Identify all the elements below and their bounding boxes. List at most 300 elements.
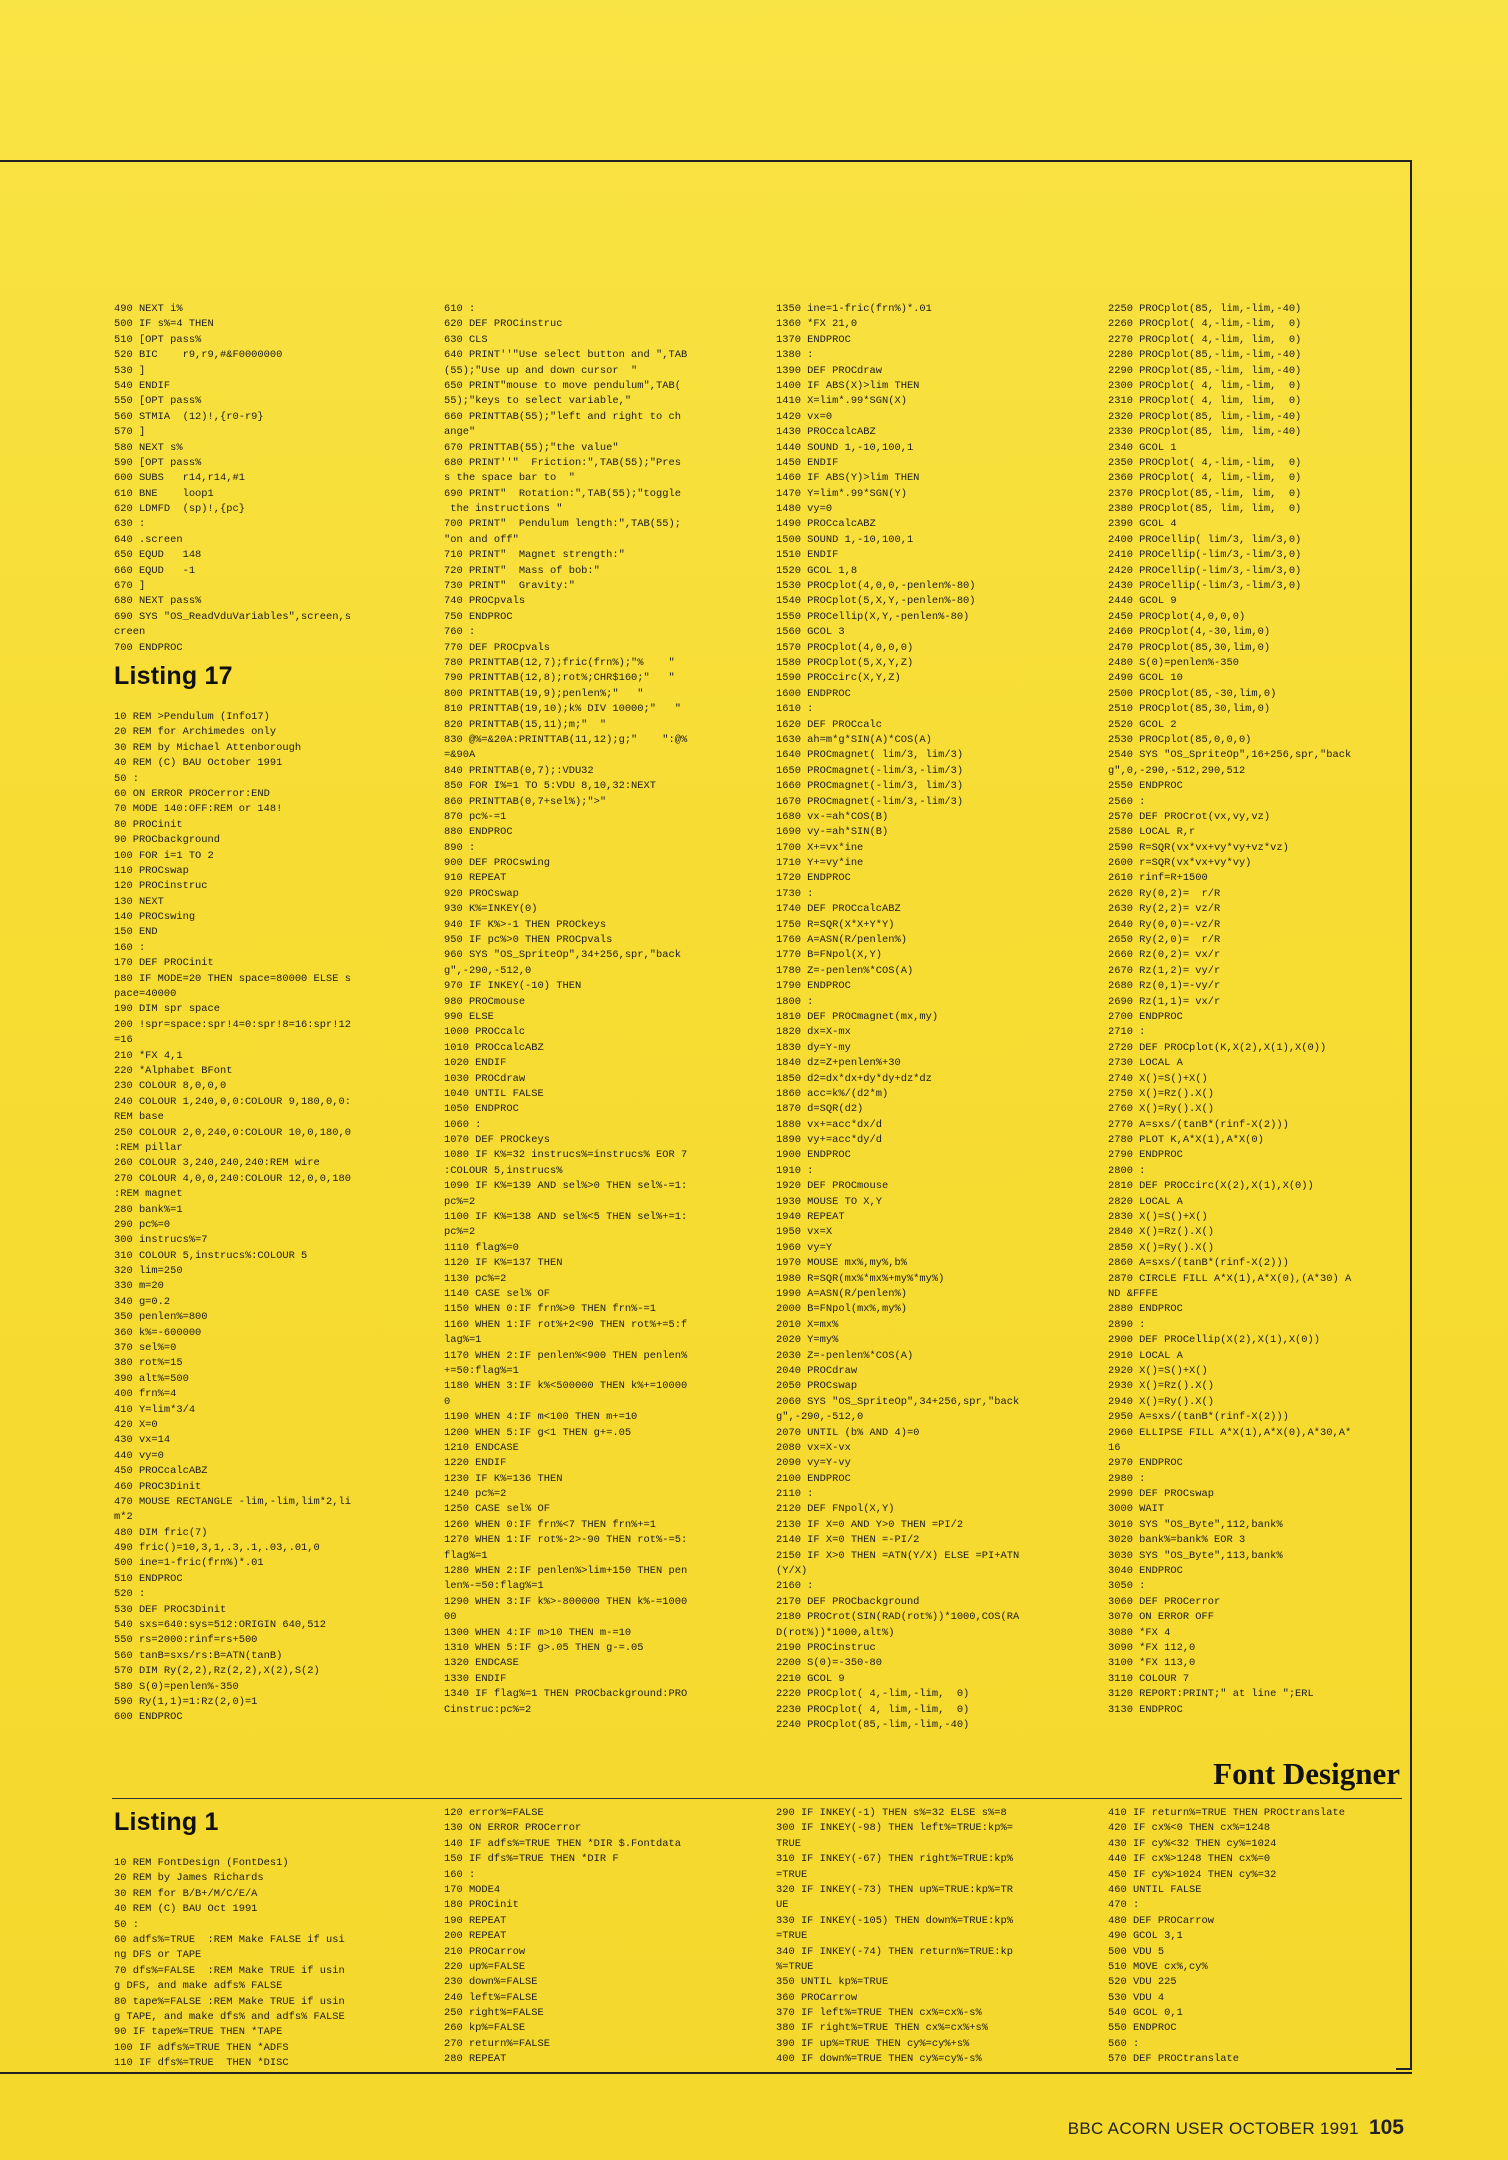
code-line: 1760 A=ASN(R/penlen%) <box>776 934 907 947</box>
code-line: 1190 WHEN 4:IF m<100 THEN m+=10 <box>444 1411 638 1424</box>
code-line: 1290 WHEN 3:IF k%>-800000 THEN k%-=1000 <box>444 1595 688 1608</box>
code-line: 530 ] <box>114 364 146 377</box>
code-line: 2770 A=sxs/(tanB*(rinf-X(2))) <box>1108 1118 1289 1131</box>
code-line: 2090 vy=Y-vy <box>776 1457 851 1470</box>
code-line: 710 PRINT" Magnet strength:" <box>444 549 625 562</box>
code-line: :REM pillar <box>114 1141 183 1154</box>
code-line: 160 : <box>444 1868 476 1881</box>
code-line: 1530 PROCplot(4,0,0,-penlen%-80) <box>776 580 976 593</box>
code-line: 780 PRINTTAB(12,7);fric(frn%);"% " <box>444 656 675 669</box>
code-line: 3130 ENDPROC <box>1108 1703 1183 1716</box>
code-line: 380 IF right%=TRUE THEN cx%=cx%+s% <box>776 2022 989 2035</box>
code-line: 1740 DEF PROCcalcABZ <box>776 903 901 916</box>
code-line: 1890 vy+=acc*dy/d <box>776 1134 883 1147</box>
code-line: 2530 PROCplot(85,0,0,0) <box>1108 733 1252 746</box>
code-line: 2840 X()=Rz().X() <box>1108 1226 1215 1239</box>
code-line: 3020 bank%=bank% EOR 3 <box>1108 1534 1246 1547</box>
code-line: 2430 PROCellip(-lim/3,-lim/3,0) <box>1108 580 1302 593</box>
code-line: 00 <box>444 1611 457 1624</box>
listing1-column-3 <box>776 1806 1076 2068</box>
code-line: 50 : <box>114 1918 139 1931</box>
code-line: 420 X=0 <box>114 1418 158 1431</box>
code-line: 1500 SOUND 1,-10,100,1 <box>776 533 914 546</box>
code-line: 2270 PROCplot( 4,-lim, lim, 0) <box>1108 333 1302 346</box>
top-rule <box>0 160 1412 162</box>
code-line: 790 PRINTTAB(12,8);rot%;CHR$160;" " <box>444 672 675 685</box>
code-line: 510 [OPT pass% <box>114 333 202 346</box>
code-line: 620 DEF PROCinstruc <box>444 318 563 331</box>
code-line: 1630 ah=m*g*SIN(A)*COS(A) <box>776 733 932 746</box>
code-line: 2210 GCOL 9 <box>776 1672 845 1685</box>
code-line: 1080 IF K%=32 instrucs%=instrucs% EOR 7 <box>444 1149 688 1162</box>
code-line: 430 vx=14 <box>114 1434 171 1447</box>
code-line: 1070 DEF PROCkeys <box>444 1134 551 1147</box>
code-line: 2850 X()=Ry().X() <box>1108 1241 1215 1254</box>
code-line: 170 DEF PROCinit <box>114 957 214 970</box>
code-line: 1480 vy=0 <box>776 503 833 516</box>
code-line: 350 UNTIL kp%=TRUE <box>776 1976 889 1989</box>
code-line: 80 PROCinit <box>114 818 183 831</box>
code-line: 2870 CIRCLE FILL A*X(1),A*X(0),(A*30) A <box>1108 1272 1352 1285</box>
code-line: 1210 ENDCASE <box>444 1441 519 1454</box>
code-line: 40 REM (C) BAU October 1991 <box>114 757 283 770</box>
code-line: 140 PROCswing <box>114 911 196 924</box>
code-line: 340 IF INKEY(-74) THEN return%=TRUE:kp <box>776 1945 1013 1958</box>
code-line: 2670 Rz(1,2)= vy/r <box>1108 964 1221 977</box>
code-line: 320 IF INKEY(-73) THEN up%=TRUE:kp%=TR <box>776 1883 1013 1896</box>
listing17-column-2 <box>444 302 744 1718</box>
code-line: m*2 <box>114 1511 133 1524</box>
code-line: 1150 WHEN 0:IF frn%>0 THEN frn%-=1 <box>444 1303 657 1316</box>
code-line: 2170 DEF PROCbackground <box>776 1595 920 1608</box>
code-line: 2070 UNTIL (b% AND 4)=0 <box>776 1426 920 1439</box>
code-line: g TAPE, and make dfs% and adfs% FALSE <box>114 2010 345 2023</box>
code-line: 2240 PROCplot(85,-lim,-lim,-40) <box>776 1718 970 1731</box>
code-line: 630 : <box>114 518 146 531</box>
code-line: 490 fric()=10,3,1,.3,.1,.03,.01,0 <box>114 1542 320 1555</box>
code-line: 2780 PLOT K,A*X(1),A*X(0) <box>1108 1134 1264 1147</box>
code-line: 640 PRINT''"Use select button and ",TAB <box>444 349 688 362</box>
code-line: 540 ENDIF <box>114 379 171 392</box>
code-line: 660 PRINTTAB(55);"left and right to ch <box>444 410 681 423</box>
code-line: 200 !spr=space:spr!4=0:spr!8=16:spr!12 <box>114 1018 351 1031</box>
code-line: 2280 PROCplot(85,-lim,-lim,-40) <box>1108 349 1302 362</box>
code-line: 280 bank%=1 <box>114 1203 183 1216</box>
code-line: 2650 Ry(2,0)= r/R <box>1108 934 1221 947</box>
code-line: 2260 PROCplot( 4,-lim,-lim, 0) <box>1108 318 1302 331</box>
code-line: 840 PRINTTAB(0,7);:VDU32 <box>444 764 594 777</box>
code-line: 1950 vx=X <box>776 1226 833 1239</box>
code-line: 530 VDU 4 <box>1108 1991 1165 2004</box>
code-line: 590 [OPT pass% <box>114 456 202 469</box>
code-line: 2920 X()=S()+X() <box>1108 1364 1208 1377</box>
code-line: 1280 WHEN 2:IF penlen%>lim+150 THEN pen <box>444 1565 688 1578</box>
code-line: 1320 ENDCASE <box>444 1657 519 1670</box>
code-line: 2220 PROCplot( 4,-lim,-lim, 0) <box>776 1688 970 1701</box>
code-line: 510 ENDPROC <box>114 1572 183 1585</box>
code-line: 2010 X=mx% <box>776 1318 839 1331</box>
code-line: 2940 X()=Ry().X() <box>1108 1395 1215 1408</box>
code-line: 480 DIM fric(7) <box>114 1526 208 1539</box>
code-line: 230 COLOUR 8,0,0,0 <box>114 1080 227 1093</box>
code-line: 470 MOUSE RECTANGLE -lim,-lim,lim*2,li <box>114 1495 351 1508</box>
code-line: 610 : <box>444 303 476 315</box>
code-line: 520 BIC r9,r9,#&F0000000 <box>114 349 283 362</box>
code-line: pc%=2 <box>444 1226 476 1239</box>
code-line: 680 NEXT pass% <box>114 595 202 608</box>
code-line: 1120 IF K%=137 THEN <box>444 1257 563 1270</box>
code-line: 110 IF dfs%=TRUE THEN *DISC <box>114 2057 289 2070</box>
code-line: 2250 PROCplot(85, lim,-lim,-40) <box>1108 303 1302 315</box>
code-line: 270 COLOUR 4,0,0,240:COLOUR 12,0,0,180 <box>114 1172 351 1185</box>
code-line: 1410 X=lim*.99*SGN(X) <box>776 395 907 408</box>
code-line: 810 PRINTTAB(19,10);k% DIV 10000;" " <box>444 703 681 716</box>
code-line: 890 : <box>444 841 476 854</box>
code-line: 1400 IF ABS(X)>lim THEN <box>776 379 920 392</box>
code-line: 2320 PROCplot(85, lim,-lim,-40) <box>1108 410 1302 423</box>
section-divider-rule <box>112 1798 1402 1799</box>
code-line: 1940 REPEAT <box>776 1211 845 1224</box>
code-line: 960 SYS "OS_SpriteOp",34+256,spr,"back <box>444 949 681 962</box>
code-line: 750 ENDPROC <box>444 610 513 623</box>
code-line: 990 ELSE <box>444 1010 494 1023</box>
code-line: 2950 A=sxs/(tanB*(rinf-X(2))) <box>1108 1411 1289 1424</box>
code-line: 370 sel%=0 <box>114 1342 177 1355</box>
code-line: 1130 pc%=2 <box>444 1272 507 1285</box>
code-line: 1840 dz=Z+penlen%+30 <box>776 1057 901 1070</box>
code-line: 740 PROCpvals <box>444 595 526 608</box>
code-line: 1750 R=SQR(X*X+Y*Y) <box>776 918 895 931</box>
code-line: 510 MOVE cx%,cy% <box>1108 1960 1208 1973</box>
code-line: 980 PROCmouse <box>444 995 526 1008</box>
code-line: 3120 REPORT:PRINT;" at line ";ERL <box>1108 1688 1314 1701</box>
code-line: 520 : <box>114 1588 146 1601</box>
code-line: 540 sxs=640:sys=512:ORIGIN 640,512 <box>114 1619 327 1632</box>
code-line: 2060 SYS "OS_SpriteOp",34+256,spr,"back <box>776 1395 1020 1408</box>
code-line: 1310 WHEN 5:IF g>.05 THEN g-=.05 <box>444 1641 644 1654</box>
code-line: 830 @%=&20A:PRINTTAB(11,12);g;" ":@% <box>444 733 688 746</box>
code-line: 570 DIM Ry(2,2),Rz(2,2),X(2),S(2) <box>114 1665 320 1678</box>
code-line: REM base <box>114 1111 164 1124</box>
code-line: 2830 X()=S()+X() <box>1108 1211 1208 1224</box>
code-line: 2030 Z=-penlen%*COS(A) <box>776 1349 914 1362</box>
code-line: 1380 : <box>776 349 814 362</box>
code-line: pc%=2 <box>444 1195 476 1208</box>
code-line: 1430 PROCcalcABZ <box>776 426 876 439</box>
code-line: 1240 pc%=2 <box>444 1488 507 1501</box>
code-line: 1770 B=FNpol(X,Y) <box>776 949 883 962</box>
code-line: 2110 : <box>776 1488 814 1501</box>
code-line: 560 : <box>1108 2037 1140 2050</box>
code-line: 1850 d2=dx*dx+dy*dy+dz*dz <box>776 1072 932 1085</box>
code-line: 560 tanB=sxs/rs:B=ATN(tanB) <box>114 1649 283 1662</box>
code-line: 2380 PROCplot(85, lim, lim, 0) <box>1108 503 1302 516</box>
code-line: 970 IF INKEY(-10) THEN <box>444 980 582 993</box>
code-line: 1560 GCOL 3 <box>776 626 845 639</box>
code-line: 320 lim=250 <box>114 1265 183 1278</box>
code-line: 60 adfs%=TRUE :REM Make FALSE if usi <box>114 1933 345 1946</box>
code-line: %=TRUE <box>776 1960 814 1973</box>
code-line: TRUE <box>776 1837 801 1850</box>
code-line: 1370 ENDPROC <box>776 333 851 346</box>
code-line: 2130 IF X=0 AND Y>0 THEN =PI/2 <box>776 1518 964 1531</box>
code-line: 2080 vx=X-vx <box>776 1441 851 1454</box>
code-line: 3060 DEF PROCerror <box>1108 1595 1221 1608</box>
code-line: 2200 S(0)=-350-80 <box>776 1657 883 1670</box>
code-line: 1170 WHEN 2:IF penlen%<900 THEN penlen% <box>444 1349 688 1362</box>
code-line: 2520 GCOL 2 <box>1108 718 1177 731</box>
code-line: 120 error%=FALSE <box>444 1807 544 1819</box>
code-line: 110 PROCswap <box>114 864 189 877</box>
code-line: 3100 *FX 113,0 <box>1108 1657 1196 1670</box>
code-line: 1090 IF K%=139 AND sel%>0 THEN sel%-=1: <box>444 1180 688 1193</box>
code-line: 2100 ENDPROC <box>776 1472 851 1485</box>
right-rule <box>1410 160 1412 2070</box>
code-line: 120 PROCinstruc <box>114 880 208 893</box>
code-line: g DFS, and make adfs% FALSE <box>114 1980 283 1993</box>
code-line: 2760 X()=Ry().X() <box>1108 1103 1215 1116</box>
code-line: 900 DEF PROCswing <box>444 857 551 870</box>
code-line: 1690 vy-=ah*SIN(B) <box>776 826 889 839</box>
code-line: 650 PRINT"mouse to move pendulum",TAB( <box>444 379 681 392</box>
code-line: 1050 ENDPROC <box>444 1103 519 1116</box>
code-line: 2180 PROCrot(SIN(RAD(rot%))*1000,COS(RA <box>776 1611 1020 1624</box>
code-line: 130 NEXT <box>114 895 164 908</box>
code-line: 2360 PROCplot( 4, lim,-lim, 0) <box>1108 472 1302 485</box>
code-line: 70 MODE 140:OFF:REM or 148! <box>114 803 283 816</box>
code-line: =&90A <box>444 749 476 762</box>
code-line: 1830 dy=Y-my <box>776 1041 851 1054</box>
code-line: 2410 PROCellip(-lim/3,-lim/3,0) <box>1108 549 1302 562</box>
code-line: 2570 DEF PROCrot(vx,vy,vz) <box>1108 810 1271 823</box>
code-line: 3080 *FX 4 <box>1108 1626 1171 1639</box>
code-line: 2960 ELLIPSE FILL A*X(1),A*X(0),A*30,A* <box>1108 1426 1352 1439</box>
code-line: 1300 WHEN 4:IF m>10 THEN m-=10 <box>444 1626 632 1639</box>
code-line: 2700 ENDPROC <box>1108 1010 1183 1023</box>
code-line: 80 tape%=FALSE :REM Make TRUE if usin <box>114 1995 345 2008</box>
code-line: 230 down%=FALSE <box>444 1976 538 1989</box>
code-line: 2980 : <box>1108 1472 1146 1485</box>
code-line: 2550 ENDPROC <box>1108 780 1183 793</box>
code-line: 2610 rinf=R+1500 <box>1108 872 1208 885</box>
code-line: 410 Y=lim*3/4 <box>114 1403 196 1416</box>
code-line: 2590 R=SQR(vx*vx+vy*vy+vz*vz) <box>1108 841 1289 854</box>
code-line: 1730 : <box>776 887 814 900</box>
code-line: 2740 X()=S()+X() <box>1108 1072 1208 1085</box>
code-line: 3070 ON ERROR OFF <box>1108 1611 1215 1624</box>
code-line: 2800 : <box>1108 1164 1146 1177</box>
code-line: 600 SUBS r14,r14,#1 <box>114 472 245 485</box>
code-line: (55);"Use up and down cursor " <box>444 364 638 377</box>
code-line: 2290 PROCplot(85,-lim, lim,-40) <box>1108 364 1302 377</box>
code-line: 330 m=20 <box>114 1280 164 1293</box>
code-line: 1200 WHEN 5:IF g<1 THEN g+=.05 <box>444 1426 632 1439</box>
code-line: 1250 CASE sel% OF <box>444 1503 551 1516</box>
code-line: 2690 Rz(1,1)= vx/r <box>1108 995 1221 1008</box>
code-line: g",-290,-512,0 <box>776 1411 864 1424</box>
code-line: =TRUE <box>776 1930 808 1943</box>
code-line: 2350 PROCplot( 4,-lim,-lim, 0) <box>1108 456 1302 469</box>
code-line: 2190 PROCinstruc <box>776 1641 876 1654</box>
code-line: 1660 PROCmagnet(-lim/3, lim/3) <box>776 780 964 793</box>
code-line: 1680 vx-=ah*COS(B) <box>776 810 889 823</box>
code-line: 590 Ry(1,1)=1:Rz(2,0)=1 <box>114 1696 258 1708</box>
code-line: 1880 vx+=acc*dx/d <box>776 1118 883 1131</box>
code-line: 2730 LOCAL A <box>1108 1057 1183 1070</box>
code-line: 2600 r=SQR(vx*vx+vy*vy) <box>1108 857 1252 870</box>
code-line: 2450 PROCplot(4,0,0,0) <box>1108 610 1246 623</box>
code-line: 1570 PROCplot(4,0,0,0) <box>776 641 914 654</box>
code-line: 440 IF cx%>1248 THEN cx%=0 <box>1108 1853 1271 1866</box>
code-line: 2860 A=sxs/(tanB*(rinf-X(2))) <box>1108 1257 1289 1270</box>
code-line: 90 IF tape%=TRUE THEN *TAPE <box>114 2026 283 2039</box>
code-line: 560 STMIA (12)!,{r0-r9} <box>114 410 264 423</box>
code-line: 490 GCOL 3,1 <box>1108 1930 1183 1943</box>
code-line: 1270 WHEN 1:IF rot%-2>-90 THEN rot%-=5: <box>444 1534 688 1547</box>
code-line: 2390 GCOL 4 <box>1108 518 1177 531</box>
code-line: ng DFS or TAPE <box>114 1949 202 1962</box>
code-line: 680 PRINT''" Friction:",TAB(55);"Pres <box>444 456 681 469</box>
code-line: 310 IF INKEY(-67) THEN right%=TRUE:kp% <box>776 1853 1013 1866</box>
code-line: 2460 PROCplot(4,-30,lim,0) <box>1108 626 1271 639</box>
code-line: 2440 GCOL 9 <box>1108 595 1177 608</box>
code-line: 1860 acc=k%/(d2*m) <box>776 1087 889 1100</box>
code-line: 460 UNTIL FALSE <box>1108 1883 1202 1896</box>
code-line: 2330 PROCplot(85, lim, lim,-40) <box>1108 426 1302 439</box>
magazine-issue-label: BBC ACORN USER OCTOBER 1991 <box>1067 2119 1359 2138</box>
code-line: 1160 WHEN 1:IF rot%+2<90 THEN rot%+=5:f <box>444 1318 688 1331</box>
code-line: 1470 Y=lim*.99*SGN(Y) <box>776 487 907 500</box>
code-line: 140 IF adfs%=TRUE THEN *DIR $.Fontdata <box>444 1837 681 1850</box>
code-line: 3010 SYS "OS_Byte",112,bank% <box>1108 1518 1283 1531</box>
code-line: 1260 WHEN 0:IF frn%<7 THEN frn%+=1 <box>444 1518 657 1531</box>
code-line: 350 penlen%=800 <box>114 1311 208 1324</box>
page-footer <box>1000 2116 1404 2140</box>
code-line: 1910 : <box>776 1164 814 1177</box>
code-line: 630 CLS <box>444 333 488 346</box>
code-line: 660 EQUD -1 <box>114 564 196 577</box>
code-line: 720 PRINT" Mass of bob:" <box>444 564 600 577</box>
code-line: 2540 SYS "OS_SpriteOp",16+256,spr,"back <box>1108 749 1352 762</box>
listing-17-heading: Listing 17 <box>114 662 233 690</box>
code-line: 860 PRINTTAB(0,7+sel%);">" <box>444 795 607 808</box>
code-line: 490 NEXT i% <box>114 303 183 315</box>
code-line: 500 IF s%=4 THEN <box>114 318 214 331</box>
code-line: :REM magnet <box>114 1188 183 1201</box>
code-line: 620 LDMFD (sp)!,{pc} <box>114 503 245 516</box>
code-line: 390 alt%=500 <box>114 1372 189 1385</box>
code-line: D(rot%))*1000,alt%) <box>776 1626 895 1639</box>
code-line: 2510 PROCplot(85,30,lim,0) <box>1108 703 1271 716</box>
code-line: "on and off" <box>444 533 519 546</box>
code-line: 130 ON ERROR PROCerror <box>444 1822 582 1835</box>
code-line: 1930 MOUSE TO X,Y <box>776 1195 883 1208</box>
code-line: 1140 CASE sel% OF <box>444 1288 551 1300</box>
code-line: 610 BNE loop1 <box>114 487 214 500</box>
code-line: 2560 : <box>1108 795 1146 808</box>
code-line: 1330 ENDIF <box>444 1672 507 1685</box>
code-line: 460 PROC3Dinit <box>114 1480 202 1493</box>
listing1-column-2 <box>444 1806 744 2068</box>
code-line: 1340 IF flag%=1 THEN PROCbackground:PRO <box>444 1688 688 1701</box>
code-line: 400 frn%=4 <box>114 1388 177 1401</box>
code-line: 700 PRINT" Pendulum length:",TAB(55); <box>444 518 681 531</box>
code-line: 210 PROCarrow <box>444 1945 526 1958</box>
code-line: 2580 LOCAL R,r <box>1108 826 1196 839</box>
code-line: 16 <box>1108 1441 1121 1454</box>
code-line: ND &FFFE <box>1108 1288 1158 1300</box>
code-line: 1360 *FX 21,0 <box>776 318 858 331</box>
code-line: 770 DEF PROCpvals <box>444 641 551 654</box>
code-line: 2420 PROCellip(-lim/3,-lim/3,0) <box>1108 564 1302 577</box>
code-line: 300 IF INKEY(-98) THEN left%=TRUE:kp%= <box>776 1822 1013 1835</box>
code-line: flag%=1 <box>444 1549 488 1562</box>
code-line: 600 ENDPROC <box>114 1711 183 1724</box>
code-line: 240 left%=FALSE <box>444 1991 538 2004</box>
code-line: 1510 ENDIF <box>776 549 839 562</box>
code-line: 2620 Ry(0,2)= r/R <box>1108 887 1221 900</box>
code-line: lag%=1 <box>444 1334 482 1347</box>
code-line: 2630 Ry(2,2)= vz/R <box>1108 903 1221 916</box>
code-line: 1440 SOUND 1,-10,100,1 <box>776 441 914 454</box>
code-line: 100 FOR i=1 TO 2 <box>114 849 214 862</box>
code-line: =TRUE <box>776 1868 808 1881</box>
code-line: 1110 flag%=0 <box>444 1241 519 1254</box>
code-line: 1420 vx=0 <box>776 410 833 423</box>
code-line: 390 IF up%=TRUE THEN cy%=cy%+s% <box>776 2037 970 2050</box>
code-line: 410 IF return%=TRUE THEN PROCtranslate <box>1108 1807 1345 1819</box>
code-line: 940 IF K%>-1 THEN PROCkeys <box>444 918 607 931</box>
code-line: 420 IF cx%<0 THEN cx%=1248 <box>1108 1822 1271 1835</box>
code-line: 370 IF left%=TRUE THEN cx%=cx%-s% <box>776 2007 982 2020</box>
code-line: 2310 PROCplot( 4, lim, lim, 0) <box>1108 395 1302 408</box>
code-line: 2910 LOCAL A <box>1108 1349 1183 1362</box>
code-line: 2680 Rz(0,1)=-vy/r <box>1108 980 1221 993</box>
code-line: 190 DIM spr space <box>114 1003 221 1016</box>
code-line: 550 ENDPROC <box>1108 2022 1177 2035</box>
code-line: 2300 PROCplot( 4, lim,-lim, 0) <box>1108 379 1302 392</box>
code-line: 2150 IF X>0 THEN =ATN(Y/X) ELSE =PI+ATN <box>776 1549 1020 1562</box>
code-line: 1000 PROCcalc <box>444 1026 526 1039</box>
code-line: 2470 PROCplot(85,30,lim,0) <box>1108 641 1271 654</box>
code-line: len%-=50:flag%=1 <box>444 1580 544 1593</box>
code-line: 580 NEXT s% <box>114 441 183 454</box>
code-line: 520 VDU 225 <box>1108 1976 1177 1989</box>
code-line: 90 PROCbackground <box>114 834 221 847</box>
code-line: 1870 d=SQR(d2) <box>776 1103 864 1116</box>
code-line: 1920 DEF PROCmouse <box>776 1180 889 1193</box>
code-line: pace=40000 <box>114 988 177 1001</box>
bottom-rule <box>0 2072 1412 2074</box>
code-line: 2400 PROCellip( lim/3, lim/3,0) <box>1108 533 1302 546</box>
code-line: 1230 IF K%=136 THEN <box>444 1472 563 1485</box>
font-designer-title: Font Designer <box>1213 1756 1400 1791</box>
code-line: 2020 Y=my% <box>776 1334 839 1347</box>
code-line: 570 ] <box>114 426 146 439</box>
code-line: 310 COLOUR 5,instrucs%:COLOUR 5 <box>114 1249 308 1262</box>
code-line: 470 : <box>1108 1899 1140 1912</box>
code-line: s the space bar to " <box>444 472 575 485</box>
code-line: 40 REM (C) BAU Oct 1991 <box>114 1903 258 1916</box>
code-line: 2990 DEF PROCswap <box>1108 1488 1215 1501</box>
code-line: 670 ] <box>114 580 146 593</box>
code-line: 1040 UNTIL FALSE <box>444 1087 544 1100</box>
code-line: 1010 PROCcalcABZ <box>444 1041 544 1054</box>
code-line: 2050 PROCswap <box>776 1380 858 1393</box>
code-line: Cinstruc:pc%=2 <box>444 1703 532 1716</box>
code-line: 1100 IF K%=138 AND sel%<5 THEN sel%+=1: <box>444 1211 688 1224</box>
code-line: g",0,-290,-512,290,512 <box>1108 764 1246 777</box>
